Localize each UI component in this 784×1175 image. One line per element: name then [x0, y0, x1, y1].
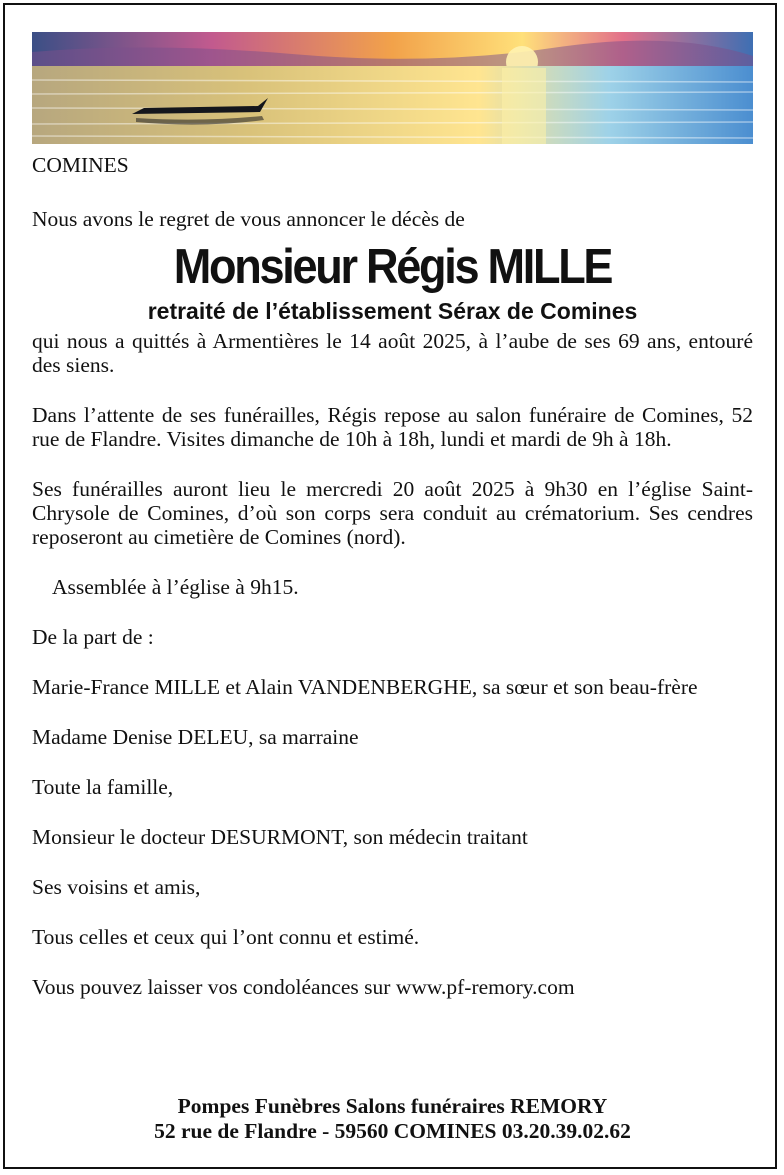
family-line: Ses voisins et amis,: [32, 875, 201, 899]
deceased-name: Monsieur Régis MILLE: [173, 240, 612, 294]
obituary-body: [32, 153, 753, 999]
city-heading: COMINES: [32, 153, 129, 177]
funeral-home-name: Pompes Funèbres Salons funéraires REMORY: [177, 1094, 608, 1118]
sunset-boat-banner-image: [32, 32, 753, 144]
funeral-home-address: 52 rue de Flandre - 59560 COMINES 03.20.39.02.62: [154, 1119, 631, 1143]
assembly-paragraph: Assemblée à l’église à 9h15.: [52, 575, 299, 599]
family-line: Marie-France MILLE et Alain VANDENBERGHE, sa sœur et son beau-frère: [32, 675, 698, 699]
family-line: Toute la famille,: [32, 775, 174, 799]
family-line: Madame Denise DELEU, sa marraine: [32, 725, 359, 749]
family-line: Monsieur le docteur DESURMONT, son médecin traitant: [32, 825, 528, 849]
condolences-text: Vous pouvez laisser vos condoléances sur www.pf-remory.com: [32, 975, 575, 999]
funeral-paragraph: Ses funérailles auront lieu le mercredi 20 août 2025 à 9h30 en l’église Saint-Chrysole de Comines, d’où son corps sera conduit au crématorium. Ses cendres reposeront au cimetière de Comines (nord).: [32, 477, 753, 549]
intro-text: Nous avons le regret de vous annoncer le décès de: [32, 207, 465, 231]
death-paragraph: qui nous a quittés à Armentières le 14 août 2025, à l’aube de ses 69 ans, entouré des siens.: [32, 329, 753, 377]
deceased-role: retraité de l’établissement Sérax de Comines: [147, 298, 638, 324]
funeral-home-footer: [32, 1094, 753, 1144]
from-label: De la part de :: [32, 625, 154, 649]
viewing-paragraph: Dans l’attente de ses funérailles, Régis repose au salon funéraire de Comines, 52 rue de Flandre. Visites dimanche de 10h à 18h, lundi et mardi de 9h à 18h.: [32, 403, 753, 451]
family-line: Tous celles et ceux qui l’ont connu et estimé.: [32, 925, 420, 949]
